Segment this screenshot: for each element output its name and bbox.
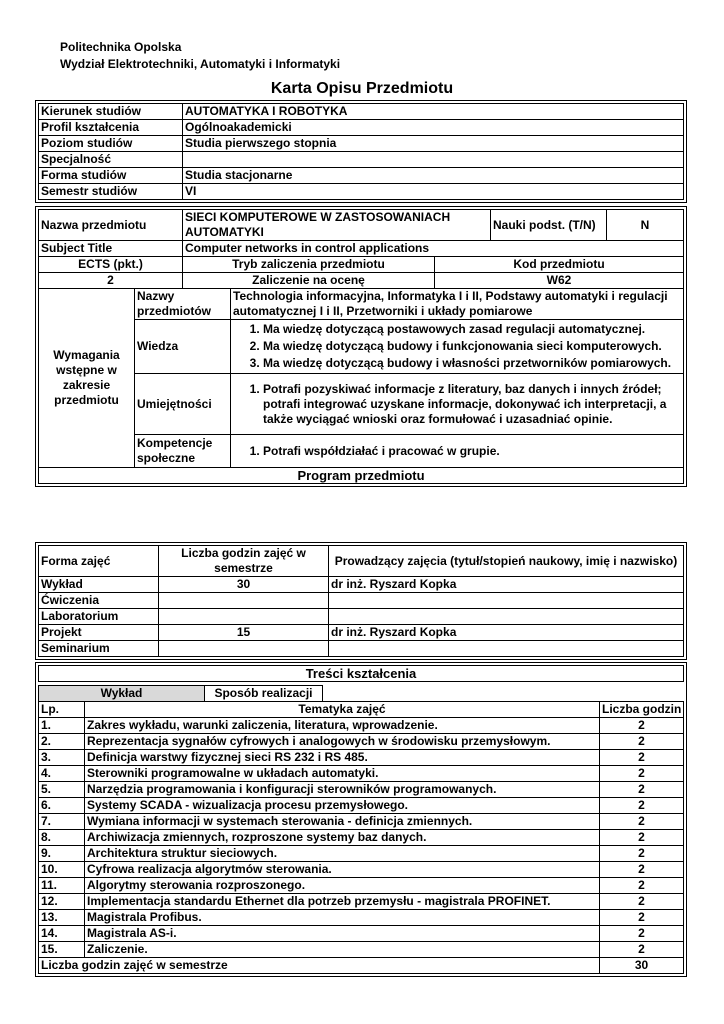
topic-text: Narzędzia programowania i konfiguracji sterowników programowanych.: [85, 782, 600, 798]
content-heading: Treści kształcenia: [39, 666, 684, 682]
topic-number: 14.: [39, 926, 85, 942]
knowledge-label: Wiedza: [135, 320, 231, 374]
topic-number: 8.: [39, 830, 85, 846]
content-hours-header: Liczba godzin: [600, 702, 684, 718]
study-info-row: [39, 184, 684, 200]
topic-text: Archiwizacja zmiennych, rozproszone systemy baz danych.: [85, 830, 600, 846]
table-row: [39, 894, 684, 910]
topic-hours: 2: [600, 878, 684, 894]
topic-number: 9.: [39, 846, 85, 862]
table-row: [39, 734, 684, 750]
table-row: [39, 878, 684, 894]
total-value: 30: [600, 958, 684, 974]
topic-text: Architektura struktur sieciowych.: [85, 846, 600, 862]
code-value: W62: [435, 273, 684, 289]
topic-number: 13.: [39, 910, 85, 926]
topic-hours: 2: [600, 846, 684, 862]
study-info-value: Ogólnoakademicki: [183, 120, 684, 136]
table-row: [39, 750, 684, 766]
class-form: Ćwiczenia: [39, 593, 159, 609]
program-heading: Program przedmiotu: [39, 468, 684, 484]
study-info-row: [39, 152, 684, 168]
topic-hours: 2: [600, 862, 684, 878]
class-hours: [159, 609, 329, 625]
subject-table: [38, 209, 684, 289]
classes-frame: [35, 542, 687, 660]
subjects-value: Technologia informacyjna, Informatyka I i II, Podstawy automatyki i regulacji automatycznej I i II, Przetworniki i układy pomiarowe: [231, 289, 684, 320]
table-row: [39, 926, 684, 942]
page-title: Karta Opisu Przedmiotu: [270, 80, 454, 97]
topic-hours: 2: [600, 798, 684, 814]
skills-label: Umiejętności: [135, 374, 231, 435]
subjects-label: Nazwy przedmiotów: [135, 289, 231, 320]
topic-text: Systemy SCADA - wizualizacja procesu przemysłowego.: [85, 798, 600, 814]
study-info-value: Studia pierwszego stopnia: [183, 136, 684, 152]
class-row: [39, 609, 684, 625]
topic-hours: 2: [600, 750, 684, 766]
table-row: [39, 798, 684, 814]
class-form: Wykład: [39, 577, 159, 593]
method-label: Sposób realizacji: [205, 686, 323, 702]
study-info-label: Kierunek studiów: [39, 104, 183, 120]
class-hours: [159, 641, 329, 657]
topic-text: Wymiana informacji w systemach sterowania - definicja zmiennych.: [85, 814, 600, 830]
total-label: Liczba godzin zajęć w semestrze: [39, 958, 600, 974]
class-teacher: dr inż. Ryszard Kopka: [329, 577, 684, 593]
topic-hours: 2: [600, 766, 684, 782]
content-topics-table: [38, 701, 684, 974]
study-info-label: Specjalność: [39, 152, 183, 168]
university-name: Politechnika Opolska: [60, 40, 182, 54]
topic-text: Zakres wykładu, warunki zaliczenia, literatura, wprowadzenie.: [85, 718, 600, 734]
topic-text: Algorytmy sterowania rozproszonego.: [85, 878, 600, 894]
code-label: Kod przedmiotu: [435, 257, 684, 273]
topic-hours: 2: [600, 718, 684, 734]
topic-hours: 2: [600, 782, 684, 798]
class-form: Projekt: [39, 625, 159, 641]
class-hours: 30: [159, 577, 329, 593]
social-list: [233, 444, 681, 459]
teacher-header: Prowadzący zajęcia (tytuł/stopień naukowy, imię i nazwisko): [329, 546, 684, 577]
study-info-row: [39, 120, 684, 136]
study-info-value: Studia stacjonarne: [183, 168, 684, 184]
method-value: [323, 686, 685, 702]
topic-text: Magistrala AS-i.: [85, 926, 600, 942]
study-info-row: [39, 168, 684, 184]
topic-text: Magistrala Profibus.: [85, 910, 600, 926]
topic-text: Definicja warstwy fizycznej sieci RS 232 i RS 485.: [85, 750, 600, 766]
requirement-item: 2. Ma wiedzę dotyczącą budowy i funkcjonowania sieci komputerowych.: [263, 339, 681, 354]
study-info-label: Semestr studiów: [39, 184, 183, 200]
requirement-item: 3. Ma wiedzę dotyczącą budowy i własności przetworników pomiarowych.: [263, 356, 681, 371]
table-row: [39, 942, 684, 958]
study-info-table: [38, 103, 684, 200]
requirement-item: 1. Potrafi pozyskiwać informacje z literatury, baz danych i innych źródeł; potrafi integrować uzyskane informacje, dokonywać ich interpretacji, a także wyciągać wnioski oraz formułować i uzasadniać opinie.: [263, 382, 681, 427]
classes-table: [38, 545, 684, 657]
lp-header: Lp.: [39, 702, 85, 718]
knowledge-list: [233, 322, 681, 371]
study-info-value: VI: [183, 184, 684, 200]
topic-number: 4.: [39, 766, 85, 782]
mode-value: Zaliczenie na ocenę: [183, 273, 435, 289]
subject-frame: [35, 206, 687, 487]
topic-hours: 2: [600, 814, 684, 830]
lecture-label: Wykład: [39, 686, 205, 702]
table-row: [39, 830, 684, 846]
topic-hours: 2: [600, 942, 684, 958]
subject-name-label: Nazwa przedmiotu: [39, 210, 183, 241]
study-info-value: [183, 152, 684, 168]
topic-text: Cyfrowa realizacja algorytmów sterowania.: [85, 862, 600, 878]
table-row: [39, 846, 684, 862]
topic-number: 2.: [39, 734, 85, 750]
class-row: [39, 641, 684, 657]
study-info-row: [39, 136, 684, 152]
topic-text: Zaliczenie.: [85, 942, 600, 958]
class-row: [39, 625, 684, 641]
topic-number: 12.: [39, 894, 85, 910]
topic-hours: 2: [600, 734, 684, 750]
class-hours: [159, 593, 329, 609]
ects-label: ECTS (pkt.): [39, 257, 183, 273]
topic-hours: 2: [600, 926, 684, 942]
topic-number: 3.: [39, 750, 85, 766]
class-teacher: [329, 593, 684, 609]
requirements-label: Wymagania wstępne w zakresie przedmiotu: [39, 289, 135, 468]
table-row: [39, 910, 684, 926]
requirement-item: 1. Potrafi współdziałać i pracować w grupie.: [263, 444, 681, 459]
form-header: Forma zajęć: [39, 546, 159, 577]
social-label: Kompetencje społeczne: [135, 435, 231, 468]
topic-number: 5.: [39, 782, 85, 798]
class-form: Seminarium: [39, 641, 159, 657]
topic-number: 1.: [39, 718, 85, 734]
study-info-value: AUTOMATYKA I ROBOTYKA: [183, 104, 684, 120]
topic-text: Implementacja standardu Ethernet dla potrzeb przemysłu - magistrala PROFINET.: [85, 894, 600, 910]
faculty-name: Wydział Elektrotechniki, Automatyki i Informatyki: [60, 57, 341, 71]
class-row: [39, 577, 684, 593]
class-hours: 15: [159, 625, 329, 641]
topic-hours: 2: [600, 910, 684, 926]
table-row: [39, 862, 684, 878]
subject-title-value: Computer networks in control applications: [183, 241, 684, 257]
study-info-label: Forma studiów: [39, 168, 183, 184]
topic-number: 11.: [39, 878, 85, 894]
class-form: Laboratorium: [39, 609, 159, 625]
class-teacher: dr inż. Ryszard Kopka: [329, 625, 684, 641]
topic-number: 15.: [39, 942, 85, 958]
requirement-item: 1. Ma wiedzę dotyczącą postawowych zasad regulacji automatycznej.: [263, 322, 681, 337]
table-row: [39, 782, 684, 798]
basic-science-label: Nauki podst. (T/N): [491, 210, 607, 241]
class-teacher: [329, 609, 684, 625]
class-teacher: [329, 641, 684, 657]
topic-hours: 2: [600, 894, 684, 910]
topic-text: Sterowniki programowalne w układach automatyki.: [85, 766, 600, 782]
topic-number: 7.: [39, 814, 85, 830]
study-info-label: Poziom studiów: [39, 136, 183, 152]
study-info-row: [39, 104, 684, 120]
table-row: [39, 814, 684, 830]
table-row: [39, 718, 684, 734]
content-heading-table: [38, 665, 684, 682]
skills-list: [233, 382, 681, 427]
topic-hours: 2: [600, 830, 684, 846]
basic-science-value: N: [607, 210, 684, 241]
subject-name-value: SIECI KOMPUTEROWE W ZASTOSOWANIACH AUTOMATYKI: [183, 210, 491, 241]
mode-label: Tryb zaliczenia przedmiotu: [183, 257, 435, 273]
study-info-frame: [35, 100, 687, 203]
class-row: [39, 593, 684, 609]
content-frame: [35, 662, 687, 977]
topic-number: 6.: [39, 798, 85, 814]
content-method-table: [38, 685, 684, 702]
topic-header: Tematyka zajęć: [85, 702, 600, 718]
requirements-table: [38, 288, 684, 484]
study-info-label: Profil kształcenia: [39, 120, 183, 136]
topic-number: 10.: [39, 862, 85, 878]
table-row: [39, 766, 684, 782]
ects-value: 2: [39, 273, 183, 289]
topic-text: Reprezentacja sygnałów cyfrowych i analogowych w środowisku przemysłowym.: [85, 734, 600, 750]
subject-title-label: Subject Title: [39, 241, 183, 257]
hours-header: Liczba godzin zajęć w semestrze: [159, 546, 329, 577]
